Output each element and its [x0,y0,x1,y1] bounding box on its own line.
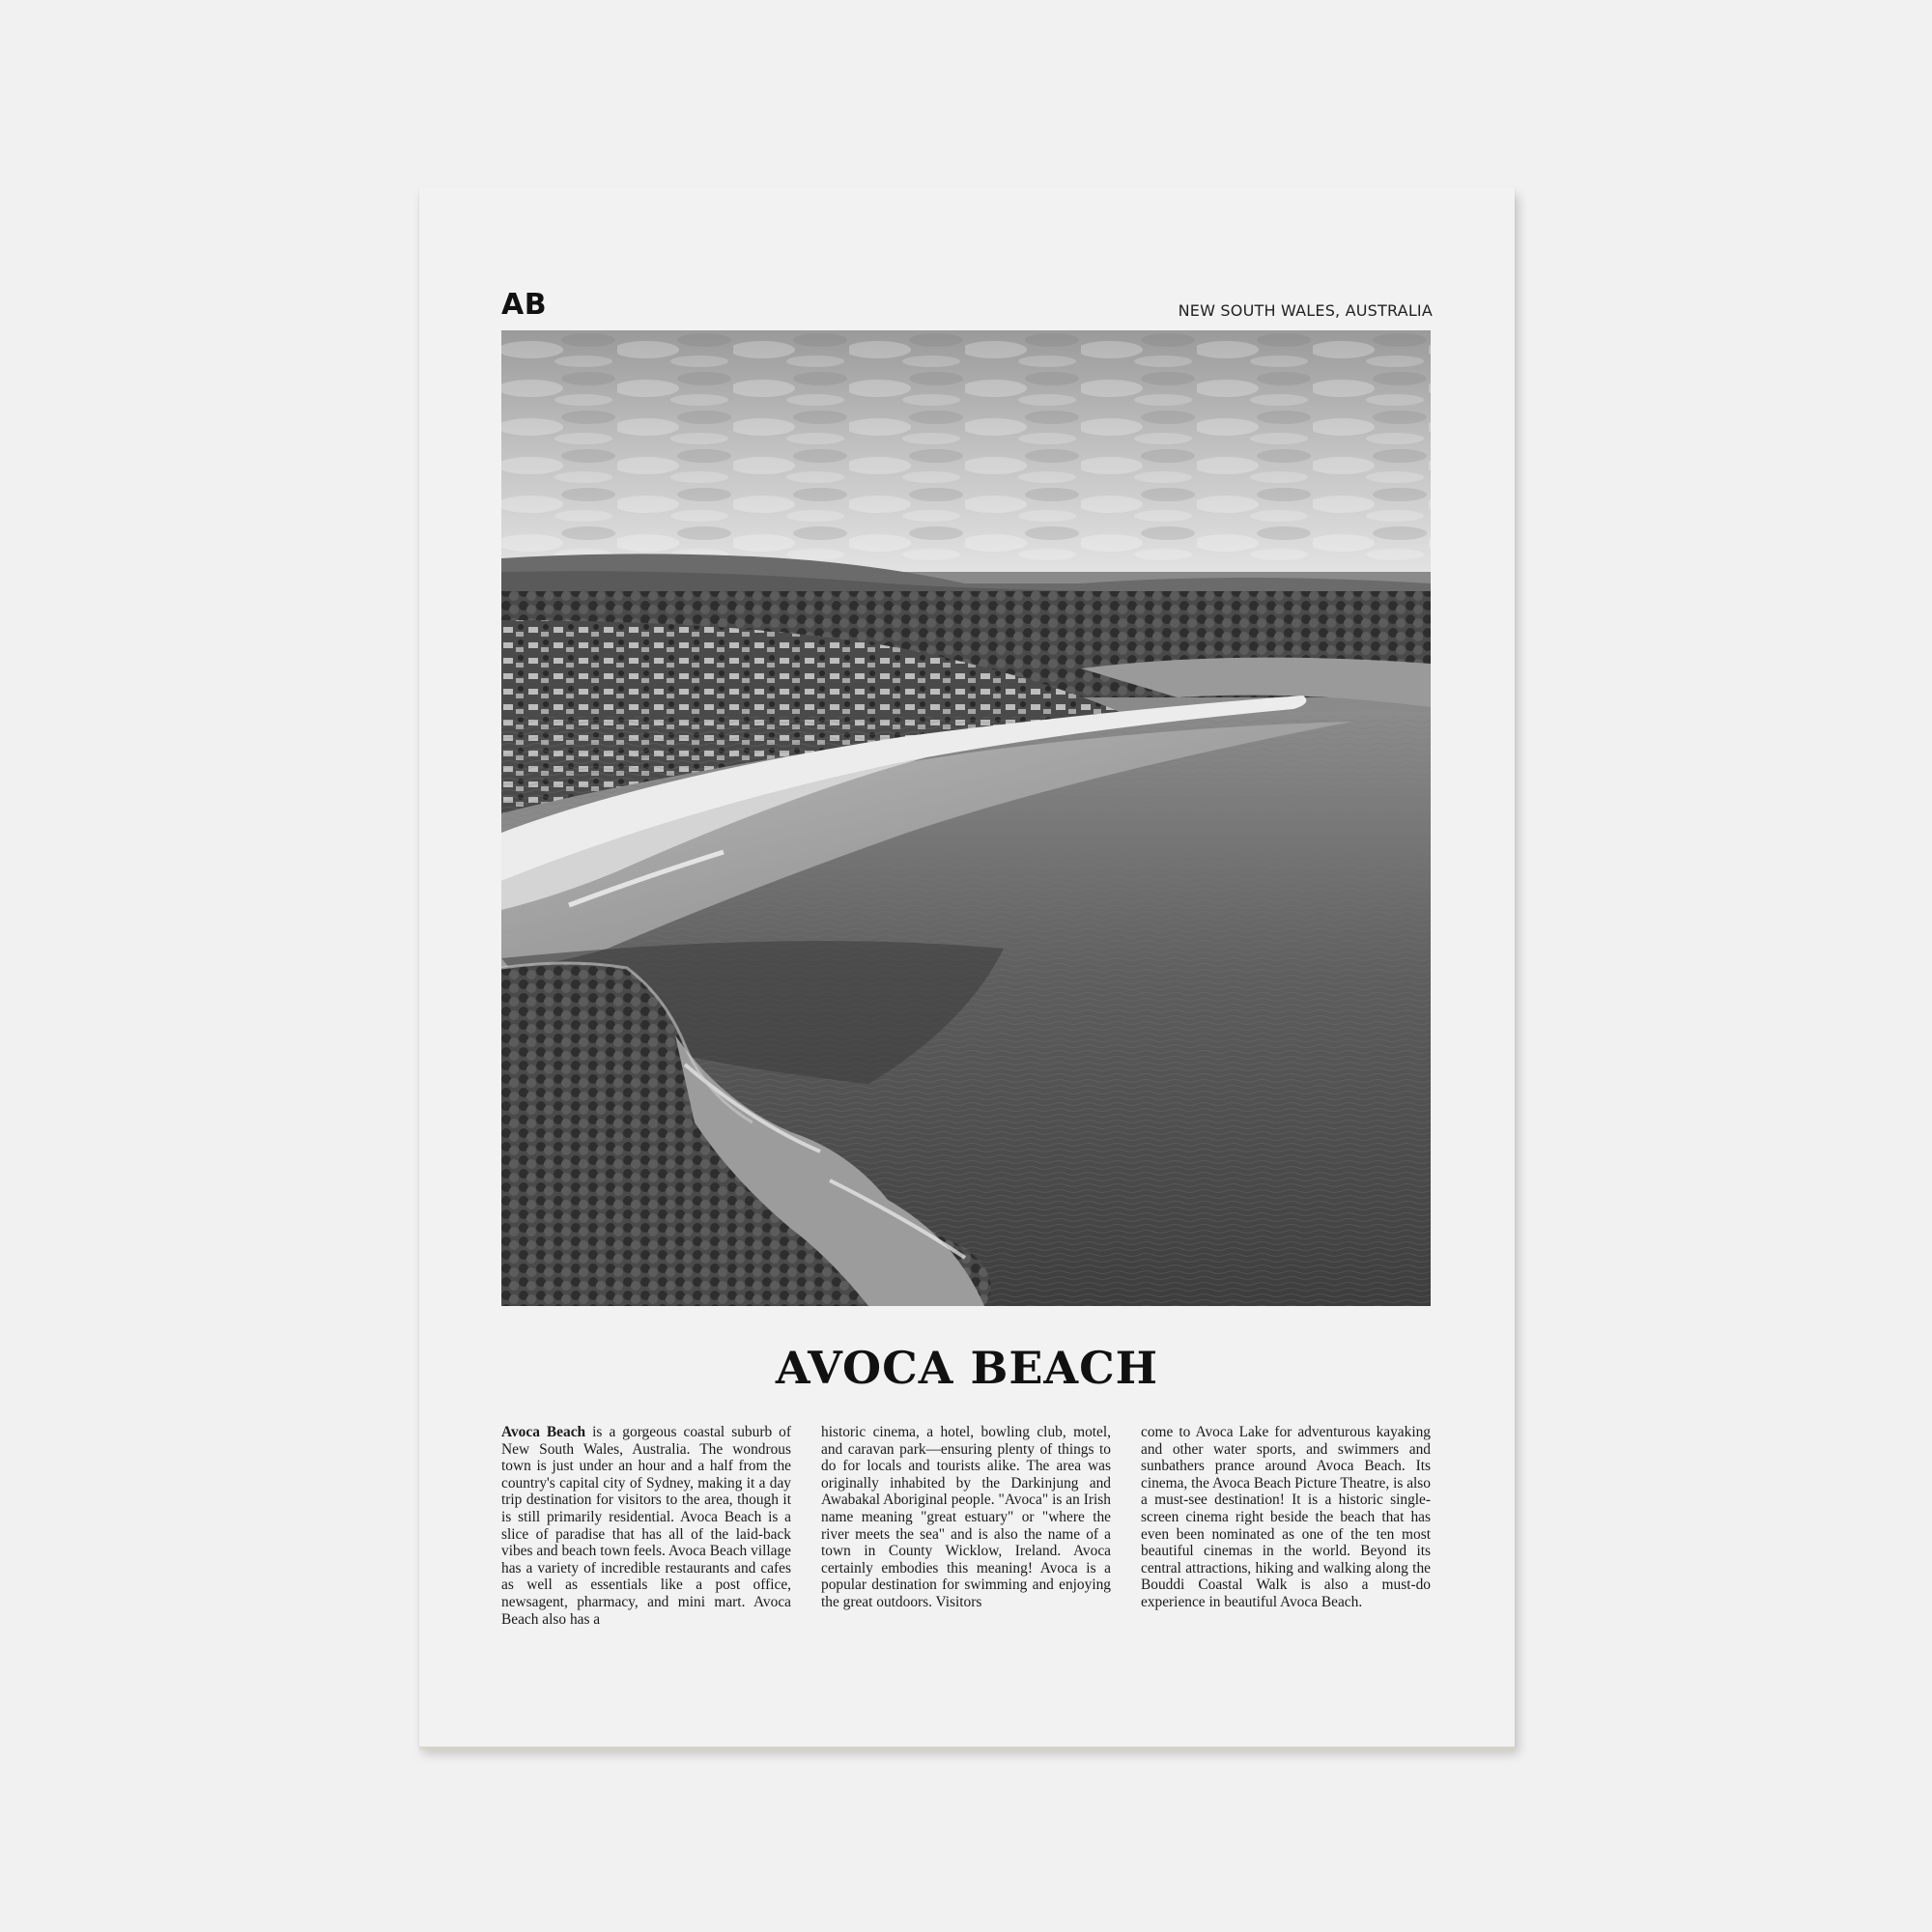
coastal-beach-aerial-photo [501,330,1431,1306]
description-column-1-text: is a gorgeous coastal suburb of New South Wales, Australia. The wondrous town is just under an hour and a half from the country's capital city of Sydney, making it a day trip destination for visitors to the area, though it is still primarily residential. Avoca Beach is a slice of paradise that has all of the laid-back vibes and beach town feels. Avoca Beach village has a variety of incredible restaurants and cafes as well as essentials like a post office, newsagent, pharmacy, and mini mart. Avoca Beach also has a [501,1424,791,1628]
description-lead: Avoca Beach [501,1424,586,1440]
poster-title: AVOCA BEACH [775,1342,1159,1394]
description [501,1424,1431,1628]
monogram: AB [501,288,548,322]
description-column-2: historic cinema, a hotel, bowling club, motel, and caravan park—ensuring plenty of things to do for locals and tourists alike. The area was originally inhabited by the Darkinjung and Awabakal Aboriginal people. "Avoca" is an Irish name meaning "great estuary" or "where the river meets the sea" and is also the name of a town in County Wicklow, Ireland. Avoca certainly embodies this meaning! Avoca is a popular destination for swimming and enjoying the great outdoors. Visitors [821,1424,1111,1610]
description-column-1 [501,1424,791,1628]
region-label: NEW SOUTH WALES, AUSTRALIA [1178,301,1433,320]
description-column-3: come to Avoca Lake for adventurous kayaking and other water sports, and swimmers and sunbathers prance around Avoca Beach. Its cinema, the Avoca Beach Picture Theatre, is also a must-see destination! It is a historic single-screen cinema right beside the beach that has even been nominated as one of the ten most beautiful cinemas in the world. Beyond its central attractions, hiking and walking along the Bouddi Coastal Walk is also a must-do experience in beautiful Avoca Beach. [1141,1424,1431,1610]
poster [419,187,1515,1747]
